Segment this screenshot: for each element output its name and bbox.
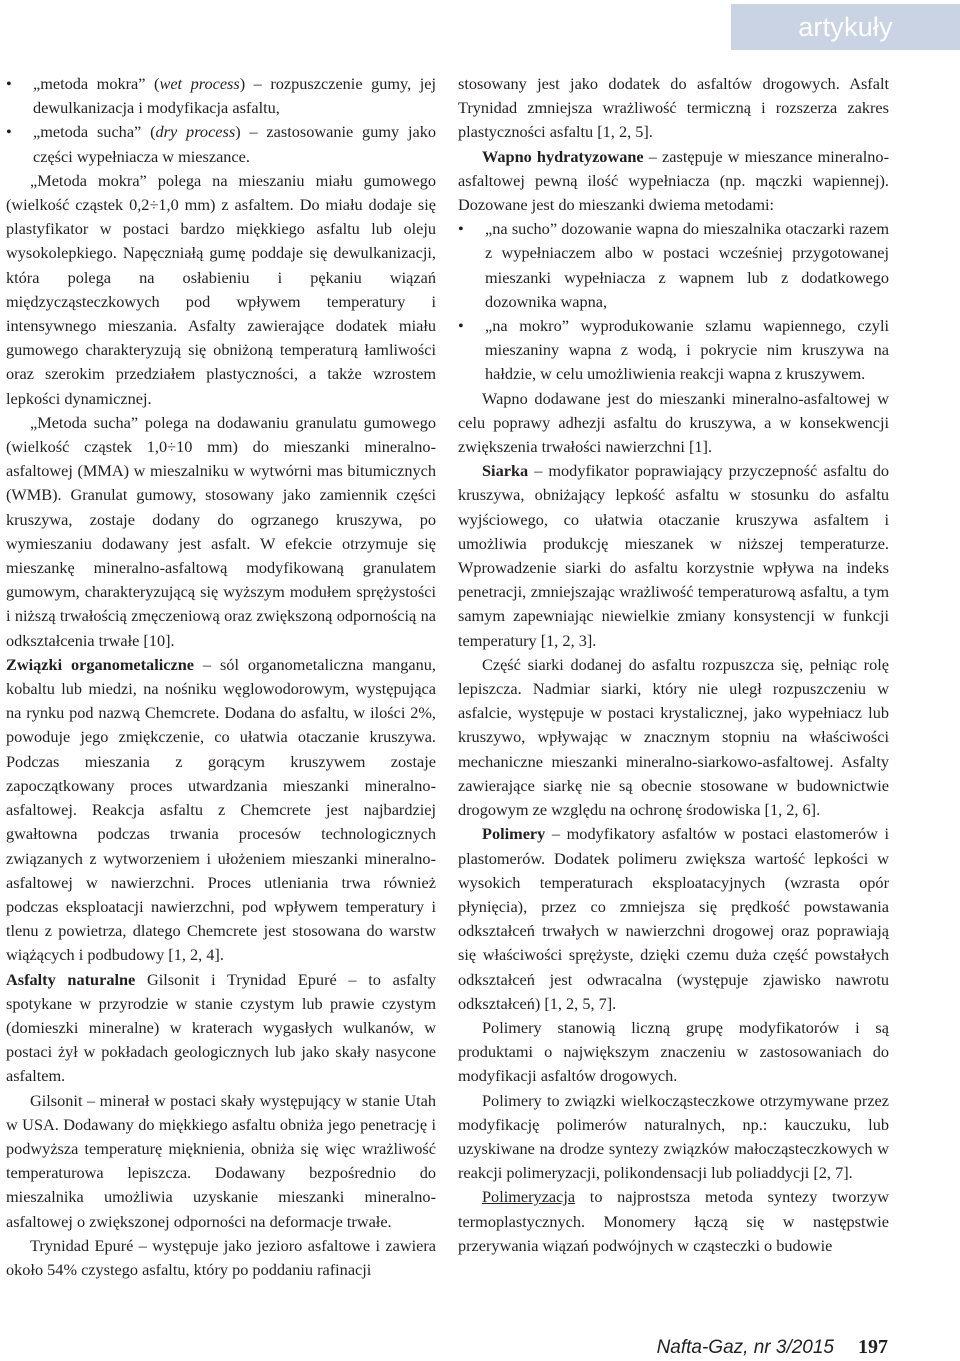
paragraph-polymerization — [458, 1185, 889, 1258]
right-column — [458, 72, 889, 1258]
paragraph-polymer-macro: Polimery to związki wielkocząsteczkowe otrzymywane przez modyfikację polimerów naturalnych, np.: kauczuku, lub uzyskiwane na drodze syntezy związków małocząsteczkowych w reakcji polimeryzacji, polikondensacji lub poliaddycji [2, 7]. — [458, 1090, 889, 1183]
bullet-icon: • — [458, 316, 464, 336]
term-polymers: Polimery — [482, 824, 546, 844]
bullet-icon: • — [6, 74, 12, 93]
term-organometallic: Związki organometaliczne — [6, 654, 194, 674]
bullet-text: ) – rozpuszczenie gumy, jej dewulkanizacja i modyfikacja asfaltu, — [33, 74, 436, 118]
paragraph-sulfur — [458, 459, 889, 653]
list-item — [458, 217, 889, 314]
bullet-text: „metoda sucha” ( — [33, 122, 156, 142]
paragraph-text: – zastępuje w mieszance mineralno-asfaltowej pewną ilość wypełniacza (np. mączki wapiennej). Dozowane jest do mieszanki dwiema metodami: — [458, 146, 889, 215]
lime-method-list — [458, 217, 889, 386]
section-header-tab: artykuły — [731, 4, 960, 50]
term-hydrated-lime: Wapno hydratyzowane — [482, 146, 644, 166]
term-polymerization: Polimeryzacja — [482, 1187, 576, 1207]
list-item — [6, 72, 436, 120]
paragraph-text: – modyfikatory asfaltów w postaci elastomerów i plastomerów. Dodatek polimeru zwiększa wartość lepkości w wysokich temperaturach eksploatacyjnych (wzrasta opór płynięcia), przez co zmniejsza się prędkość powstawania odkształceń trwałych w nawierzchni drogowej oraz poprawiają się właściwości sprężyste, dzięki czemu duża część powstałych odkształceń jest odwracalna (występuje zjawisko nawrotu odkształceń) [1, 2, 5, 7]. — [458, 824, 889, 1013]
method-bullet-list — [6, 72, 436, 169]
left-column — [6, 72, 436, 1282]
paragraph-trynidad-continued: stosowany jest jako dodatek do asfaltów drogowych. Asfalt Trynidad zmniejsza wrażliwość termiczną i rozszerza zakres plastyczności asfaltu [1, 2, 5]. — [458, 74, 889, 142]
paragraph-trynidad: Trynidad Epuré – występuje jako jezioro asfaltowe i zawiera około 54% czystego asfaltu, który po poddaniu rafinacji — [6, 1235, 436, 1279]
paragraph-text: – modyfikator poprawiający przyczepność asfaltu do kruszywa, obniżający lepkość asfaltu w stosunku do asfaltu wyjściowego, co ułatwia otaczanie kruszywa asfaltem i umożliwia produkcję mieszanek w niższej temperaturze. Wprowadzenie siarki do asfaltu korzystnie wpływa na indeks penetracji, zmniejszając wrażliwość temperaturową asfaltu, a tym samym zapewniając niewielkie zmiany konsystencji w funkcji temperatury [1, 2, 3]. — [458, 461, 889, 650]
paragraph-text: to najprostsza metoda syntezy tworzyw termoplastycznych. Monomery łączą się w następstwie przerywania wiązań podwójnych w cząsteczki o budowie — [458, 1187, 889, 1255]
paragraph-text: Gilsonit i Trynidad Epuré – to asfalty spotykane w przyrodzie w stanie czystym lub prawie czystym (domieszki mineralne) w kraterach wygasłych wulkanów, w postaci żył w pokładach geologicznych lub jako skały nasycone asfaltem. — [6, 969, 437, 1086]
paragraph-gilsonit: Gilsonit – minerał w postaci skały występujący w stanie Utah w USA. Dodawany do miękkiego asfaltu obniża jego penetrację i podwyższa temperaturę mięknienia, obniża się więc wrażliwość temperaturowa lepiszcza. Dodawany bezpośrednio do mieszalnika umożliwia uzyskanie mieszanki mineralno-asfaltowej o zwiększonej odporności na deformacje trwałe. — [6, 1090, 436, 1231]
paragraph-dry-method: „Metoda sucha” polega na dodawaniu granulatu gumowego (wielkość cząstek 1,0÷10 mm) do mieszanki mineralno-asfaltowej (MMA) w mieszalniku w wytwórni mas bitumicznych (WMB). Granulat gumowy, stosowany jako zamiennik części kruszywa, zostaje dodany do ogrzanego kruszywa, po wymieszaniu dodawany jest asfalt. W efekcie otrzymuje się mieszankę mineralno-asfaltową modyfikowaną granulatem gumowym, charakteryzującą się wyższym modułem sprężystości i niższą trwałością zmęczeniową oraz zwiększoną odpornością na odkształcenia trwałe [10]. — [6, 412, 436, 650]
list-item — [6, 120, 436, 168]
bullet-text: „na sucho” dozowanie wapna do mieszalnika otaczarki razem z wypełniaczem albo w postaci wcześniej przygotowanej mieszanki wypełniacza z wapnem lub z dodatkowego dozownika wapna, — [485, 219, 889, 311]
list-item — [458, 314, 889, 387]
paragraph-natural-asphalts — [6, 968, 436, 1089]
bullet-text: „metoda mokra” ( — [33, 74, 160, 93]
bullet-icon: • — [458, 219, 464, 239]
paragraph-organometallic — [6, 653, 436, 968]
paragraph-lime-adhesion: Wapno dodawane jest do mieszanki mineralno-asfaltowej w celu poprawy adhezji asfaltu do kruszywa, a w konsekwencji zwiększenia trwałości nawierzchni [1]. — [458, 388, 889, 457]
bullet-italic-term: wet process — [159, 74, 240, 93]
bullet-text: ) – zastosowanie gumy jako części wypełniacza w mieszance. — [33, 122, 436, 166]
term-sulfur: Siarka — [482, 461, 529, 481]
paragraph-sulfur-part: Część siarki dodanej do asfaltu rozpuszcza się, pełniąc rolę lepiszcza. Nadmiar siarki, który nie uległ rozpuszczeniu w asfalcie, występuje w postaci krystalicznej, jako wypełniacz lub kruszywo, wpływając w znacznym stopniu na właściwości mechaniczne mieszanki mineralno-siarkowo-asfaltowej. Asfalty zawierające siarkę nie są obecnie stosowane w budownictwie drogowym ze względu na ochronę środowiska [1, 2, 6]. — [458, 654, 889, 820]
paragraph-hydrated-lime — [458, 145, 889, 218]
term-natural-asphalts: Asfalty naturalne — [6, 969, 136, 989]
paragraph-polymer-group: Polimery stanowią liczną grupę modyfikatorów i są produktami o największym znaczeniu w zastosowaniach do modyfikacji asfaltów drogowych. — [458, 1017, 889, 1086]
paragraph-text: – sól organometaliczna manganu, kobaltu lub miedzi, na nośniku węglowodorowym, występująca na rynku pod nazwą Chemcrete. Dodana do asfaltu, w ilości 2%, powoduje jego zmiękczenie, co ułatwia otaczanie kruszywa. Podczas mieszania z gorącym kruszywem zostaje zapoczątkowany proces utwardzania mieszanki mineralno-asfaltowej. Reakcja asfaltu z Chemcrete jest najbardziej gwałtowna podczas trwania procesów technologicznych związanych z wytworzeniem i ułożeniem mieszanki mineralno-asfaltowej w nawierzchni. Proces utleniania trwa również podczas eksploatacji nawierzchni, pod wpływem temperatury i tlenu z powietrza, dlatego Chemcrete jest stosowana do warstw wiążących i podbudowy [1, 2, 4]. — [6, 654, 436, 965]
bullet-text: „na mokro” wyprodukowanie szlamu wapiennego, czyli mieszaniny wapna z wodą, i pokrycie nim kruszywa na hałdzie, w celu umożliwienia reakcji wapna z kruszywem. — [485, 316, 889, 384]
bullet-icon: • — [6, 122, 12, 142]
paragraph-wet-method: „Metoda mokra” polega na mieszaniu miału gumowego (wielkość cząstek 0,2÷1,0 mm) z asfaltem. Do miału dodaje się plastyfikator w postaci bardzo miękkiego asfaltu lub oleju wysokolepkiego. Napęczniałą gumę poddaje się dewulkanizacji, która polega na osłabieniu i pękaniu wiązań międzycząsteczkowych pod wpływem temperatury i intensywnego mieszania. Asfalty zawierające dodatek miału gumowego charakteryzują się obniżoną temperaturą łamliwości oraz szerokim przedziałem plastyczności, a także wzrostem lepkości dynamicznej. — [6, 170, 436, 408]
paragraph-polymers — [458, 822, 889, 1016]
journal-name: Nafta-Gaz, nr 3/2015 — [656, 1337, 834, 1358]
page-number: 197 — [858, 1336, 888, 1358]
page-footer — [657, 1334, 888, 1361]
bullet-italic-term: dry process — [155, 122, 236, 142]
